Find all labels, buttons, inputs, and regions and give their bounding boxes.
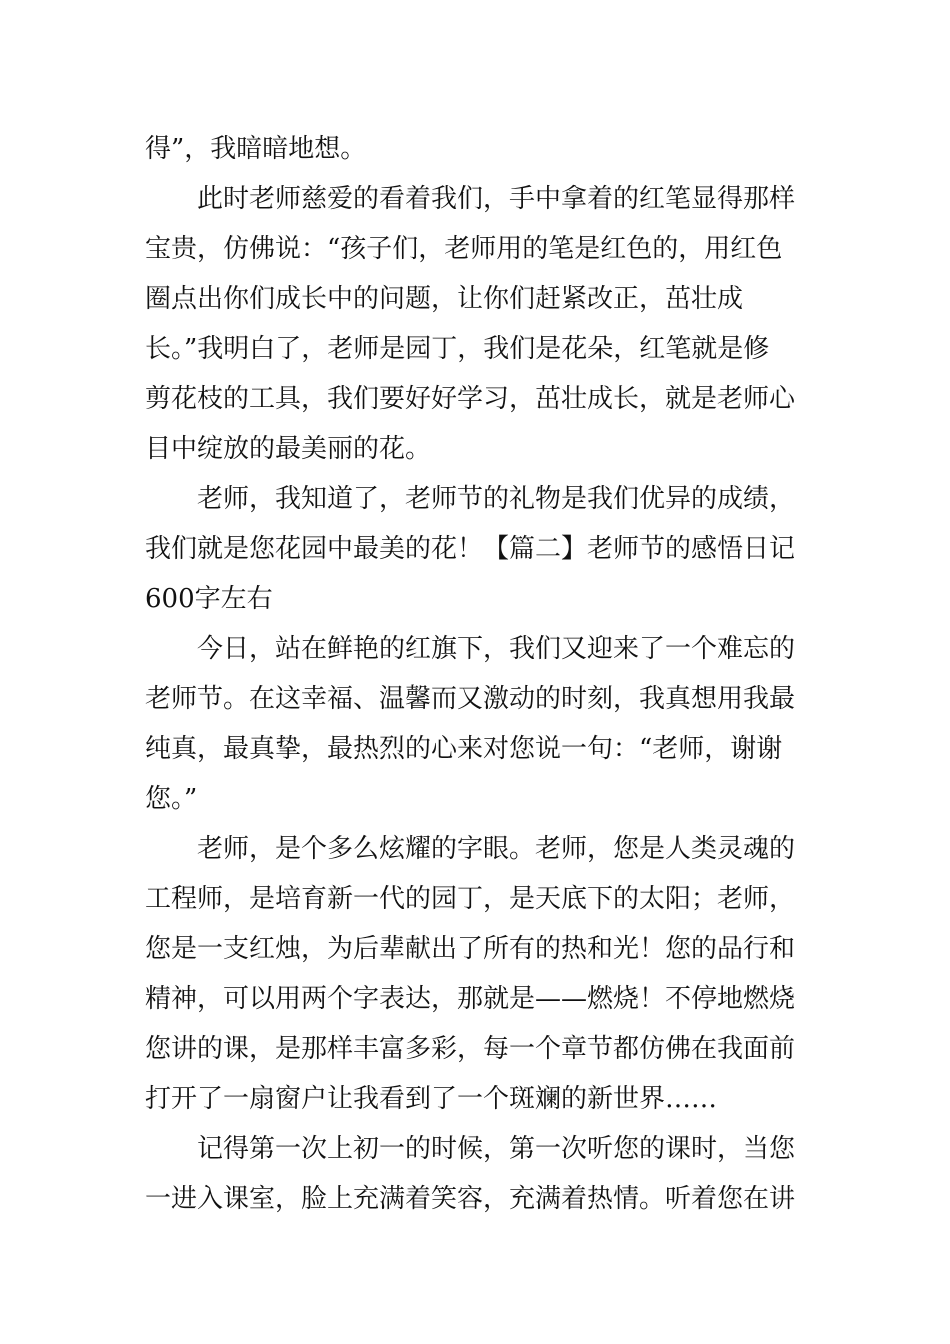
text-line: 今日，站在鲜艳的红旗下，我们又迎来了一个难忘的 <box>197 634 796 664</box>
text-line: 老师，我知道了，老师节的礼物是我们优异的成绩， <box>197 484 796 514</box>
text-line: 剪花枝的工具，我们要好好学习，茁壮成长，就是老师心 <box>145 384 796 414</box>
text-line: 目中绽放的最美丽的花。 <box>145 434 432 464</box>
text-line: 得”，我暗暗地想。 <box>145 134 367 164</box>
text-line: 圈点出你们成长中的问题，让你们赶紧改正，茁壮成 <box>145 284 744 314</box>
text-line: 600字左右 <box>145 584 273 614</box>
text-line: 纯真，最真挚，最热烈的心来对您说一句：“老师，谢谢 <box>145 734 783 764</box>
text-line: 此时老师慈爱的看着我们，手中拿着的红笔显得那样 <box>197 184 796 214</box>
text-line: 打开了一扇窗户让我看到了一个斑斓的新世界…… <box>145 1084 718 1114</box>
text-line: 精神，可以用两个字表达，那就是——燃烧！不停地燃烧 <box>145 984 796 1014</box>
text-line: 我们就是您花园中最美的花！【篇二】老师节的感悟日记 <box>145 534 796 564</box>
text-line: 您讲的课，是那样丰富多彩，每一个章节都仿佛在我面前 <box>145 1034 796 1064</box>
text-line: 您。” <box>145 784 198 814</box>
text-line: 记得第一次上初一的时候，第一次听您的课时，当您 <box>197 1134 796 1164</box>
text-line: 老师，是个多么炫耀的字眼。老师，您是人类灵魂的 <box>197 834 796 864</box>
text-line: 宝贵，仿佛说：“孩子们，老师用的笔是红色的，用红色 <box>145 234 783 264</box>
text-line: 您是一支红烛，为后辈献出了所有的热和光！您的品行和 <box>145 934 796 964</box>
text-line: 长。”我明白了，老师是园丁，我们是花朵，红笔就是修 <box>145 334 770 364</box>
text-line: 工程师，是培育新一代的园丁，是天底下的太阳；老师， <box>145 884 796 914</box>
text-line: 一进入课室，脸上充满着笑容，充满着热情。听着您在讲 <box>145 1184 796 1214</box>
text-line: 老师节。在这幸福、温馨而又激动的时刻，我真想用我最 <box>145 684 796 714</box>
